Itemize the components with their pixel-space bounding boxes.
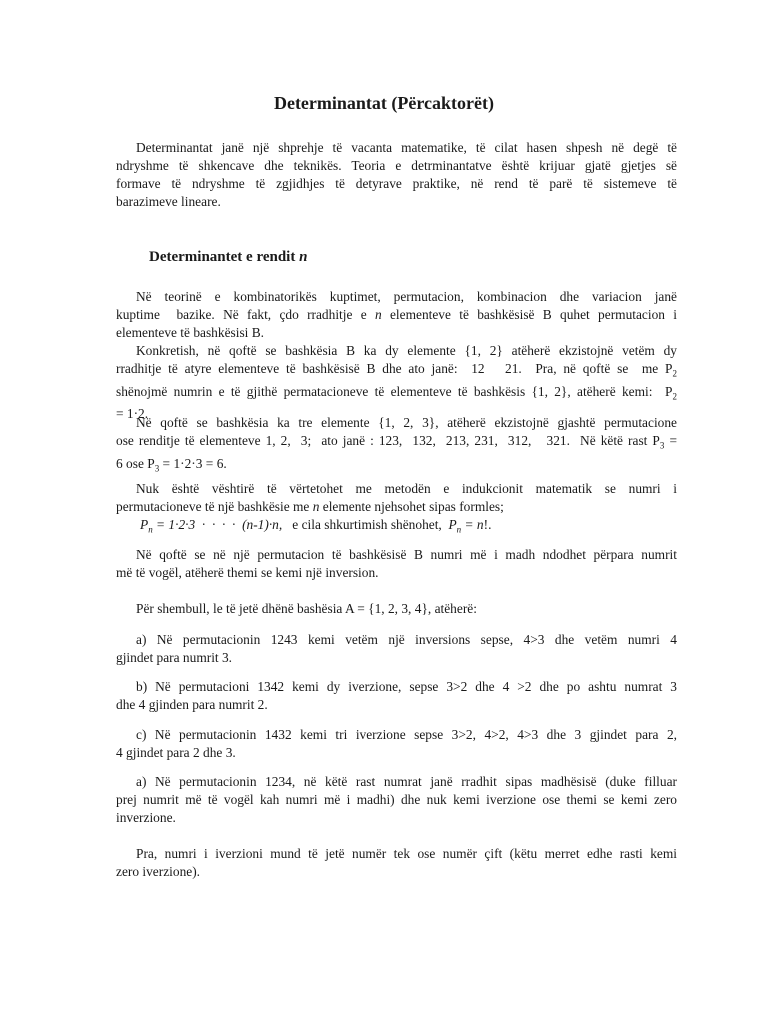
paragraph-line: gjindet para numrit 3. (116, 650, 233, 665)
permutation-formula: $P_n = 1\cdot 2\cdot 3$ · · · · (n-1)·n, e cila shkurtimish shënohet, $P_n = n$!. (140, 517, 492, 535)
paragraph-example-a (116, 631, 677, 667)
paragraph-line: dhe 4 gjinden para numrit 2. (116, 697, 268, 712)
paragraph-line: Determinantat janë një shprehje të vacanta matematike, të cilat hasen shpesh në degë të (136, 140, 677, 155)
paragraph-line: 4 gjindet para 2 dhe 3. (116, 745, 236, 760)
paragraph-line: = 1·2. (116, 406, 149, 422)
paragraph-line: barazimeve lineare. (116, 194, 221, 209)
paragraph-line: rradhitje të atyre elementeve të bashkësisë B dhe ato janë: 12 21. Pra, në qoftë se me $P_2$ (116, 361, 677, 379)
paragraph-permutation-definition (116, 288, 677, 342)
paragraph-line: kuptime bazike. Në fakt, çdo rradhitje e n elementeve të bashkësisë B quhet permutacion i (116, 307, 677, 322)
paragraph-line: 6 ose $P_3 = 1\cdot 2\cdot 3 = 6$. (116, 455, 227, 474)
paragraph-line: Në qoftë se në një permutacion të bashkësisë B numri më i madh ndodhet përpara numrit (136, 547, 677, 562)
paragraph-line: b) Në permutacioni 1342 kemi dy iverzione, sepse 3>2 dhe 4 >2 dhe po ashtu numrat 3 (136, 679, 677, 694)
paragraph-line: Pra, numri i iverzioni mund të jetë numër tek ose numër çift (këtu merret edhe rasti kemi (136, 846, 677, 861)
paragraph-line: prej numrit më të vogël kah numri më i madhi) dhe nuk kemi iverzione ose themi se kemi zero (116, 792, 677, 807)
paragraph-induction (116, 480, 677, 516)
paragraph-line: Në qoftë se bashkësia ka tre elemente {1, 2, 3}, atëherë ekzistojnë gjashtë permutacione (136, 415, 677, 430)
paragraph-example-set (116, 600, 677, 618)
paragraph-line: Për shembull, le të jetë dhënë bashësia A = {1, 2, 3, 4}, atëherë: (136, 601, 477, 616)
paragraph-line: formave të ndryshme të zgjidhjes të detyrave praktike, në rend të parë të sistemeve të (116, 176, 677, 191)
paragraph-line: shënojmë numrin e të gjithë permatacioneve të elementeve të bashkësis {1, 2}, atëherë kemi: $P_2$ (116, 383, 677, 402)
paragraph-two-elements (116, 342, 677, 423)
paragraph-line: ndryshme të shkencave dhe teknikës. Teoria e detrminantatve është krijuar gjatë gjetjes së (116, 158, 677, 173)
paragraph-three-elements (116, 414, 677, 477)
document-title: Determinantat (Përcaktorët) (273, 93, 495, 113)
paragraph-example-d (116, 773, 677, 827)
paragraph-line: Nuk është vështirë të vërtetohet me metodën e indukcionit matematik se numri i (136, 481, 677, 496)
paragraph-line: c) Në permutacionin 1432 kemi tri iverzione sepse 3>2, 4>2, 4>3 dhe 3 gjindet para 2, (136, 727, 677, 742)
paragraph-line: elementeve të bashkësisi B. (116, 325, 264, 340)
paragraph-inversion-definition (116, 546, 677, 582)
paragraph-line: më të vogël, atëherë themi se kemi një inversion. (116, 565, 379, 580)
paragraph-conclusion (116, 845, 677, 881)
paragraph-line: zero iverzione). (116, 864, 201, 879)
intro-paragraph (116, 139, 677, 211)
paragraph-example-c (116, 726, 677, 762)
paragraph-line: a) Në permutacionin 1234, në këtë rast numrat janë rradhit sipas madhësisë (duke filluar (136, 774, 677, 789)
section-heading: Determinantet e rendit n (149, 249, 308, 265)
paragraph-line: Konkretish, në qoftë se bashkësia B ka dy elemente {1, 2} atëherë ekzistojnë vetëm dy (136, 343, 677, 358)
paragraph-line: permutacioneve të një bashkësie me n elemente njehsohet sipas formles; (116, 499, 504, 514)
paragraph-line: inverzione. (116, 810, 176, 825)
paragraph-line: Në teorinë e kombinatorikës kuptimet, permutacion, kombinacion dhe variacion janë (136, 289, 677, 304)
paragraph-example-b (116, 678, 677, 714)
paragraph-line: ose renditje të elementeve 1, 2, 3; ato janë : 123, 132, 213, 231, 312, 321. Në këtë rast $P_3$ = (116, 433, 677, 451)
paragraph-line: a) Në permutacionin 1243 kemi vetëm një inversions sepse, 4>3 dhe vetëm numri 4 (136, 632, 677, 647)
